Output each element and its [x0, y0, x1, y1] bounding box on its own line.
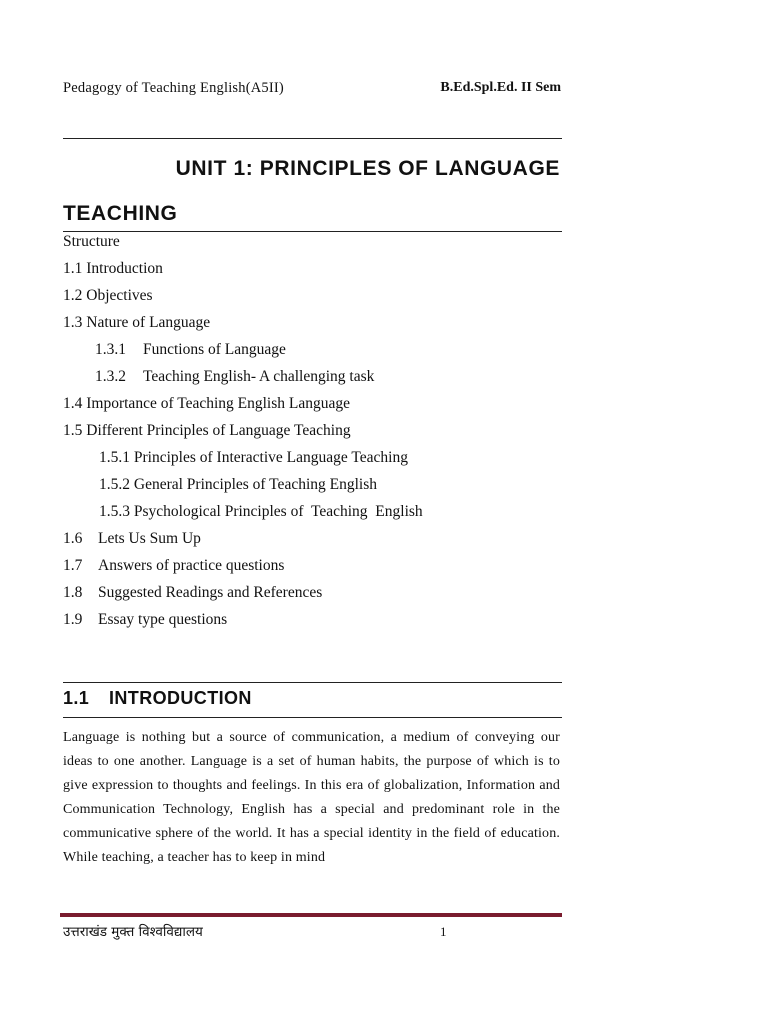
item-number: 1.6	[63, 530, 83, 547]
item-number: 1.1	[63, 260, 83, 277]
section-title: INTRODUCTION	[109, 688, 252, 708]
list-item	[63, 367, 563, 394]
item-number: 1.3	[63, 314, 83, 331]
unit-title	[63, 146, 560, 236]
list-item	[63, 448, 563, 475]
structure-list	[63, 231, 563, 637]
item-label: Psychological Principles of Teaching English	[133, 503, 423, 520]
list-item	[63, 475, 563, 502]
item-label: Answers of practice questions	[98, 557, 285, 574]
unit-title-line-1: UNIT 1: PRINCIPLES OF LANGUAGE	[175, 157, 560, 180]
item-label: General Principles of Teaching English	[133, 476, 377, 493]
item-label: Lets Us Sum Up	[98, 530, 201, 547]
item-label: Different Principles of Language Teaching	[86, 422, 351, 439]
section-number: 1.1	[63, 688, 90, 708]
item-label: Teaching English- A challenging task	[143, 368, 375, 385]
list-item	[63, 529, 563, 556]
section-top-rule	[63, 682, 562, 683]
running-header-program: B.Ed.Spl.Ed. II Sem	[440, 80, 561, 95]
item-number: 1.2	[63, 287, 83, 304]
item-number: 1.3.1	[95, 341, 126, 358]
unit-title-line-2: TEACHING	[63, 202, 178, 225]
list-item	[63, 556, 563, 583]
item-label: Importance of Teaching English Language	[86, 395, 351, 412]
item-label: Nature of Language	[86, 314, 211, 331]
list-item	[63, 313, 563, 340]
list-item	[63, 286, 563, 313]
item-number: 1.5.3	[99, 503, 130, 520]
item-label: Suggested Readings and References	[98, 584, 323, 601]
footer-university-name: उत्तराखंड मुक्त विश्वविद्यालय	[63, 924, 203, 940]
structure-heading: Structure	[63, 233, 120, 250]
item-number: 1.5.2	[99, 476, 130, 493]
page-number: 1	[440, 924, 447, 939]
list-item	[63, 421, 563, 448]
list-item	[63, 259, 563, 286]
item-label: Objectives	[86, 287, 153, 304]
item-label: Introduction	[86, 260, 163, 277]
item-number: 1.5	[63, 422, 83, 439]
item-number: 1.3.2	[95, 368, 126, 385]
list-item	[63, 610, 563, 637]
list-item	[63, 394, 563, 421]
item-number: 1.5.1	[99, 449, 130, 466]
section-bottom-rule	[63, 717, 562, 718]
footer-rule	[60, 913, 562, 917]
list-item	[63, 340, 563, 367]
section-heading	[63, 688, 252, 709]
list-item	[63, 502, 563, 529]
item-number: 1.7	[63, 557, 83, 574]
item-label: Principles of Interactive Language Teaching	[133, 449, 408, 466]
item-number: 1.4	[63, 395, 83, 412]
introduction-paragraph: Language is nothing but a source of communication, a medium of conveying our ideas to one another. Language is a set of human habits, the purpose of which is to give expression to thoughts and feelings. In this era of globalization, Information and Communication Technology, English has a special and predominant role in the communicative sphere of the world. It has a special identity in the field of education. While teaching, a teacher has to keep in mind	[63, 730, 560, 865]
item-label: Functions of Language	[143, 341, 286, 358]
item-number: 1.9	[63, 611, 83, 628]
item-label: Essay type questions	[98, 611, 228, 628]
list-item	[63, 583, 563, 610]
running-header-course: Pedagogy of Teaching English(A5II)	[63, 80, 284, 96]
title-top-rule	[63, 138, 562, 139]
item-number: 1.8	[63, 584, 83, 601]
